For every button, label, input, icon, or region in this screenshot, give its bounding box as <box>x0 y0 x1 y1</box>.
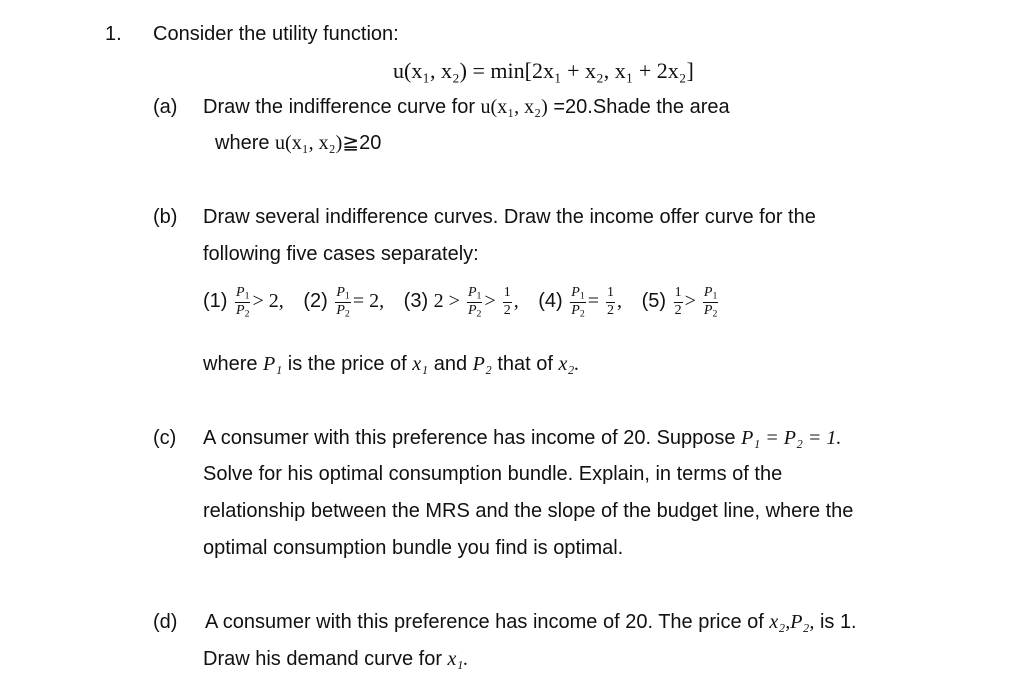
note-text: that of <box>497 353 553 375</box>
fraction: $\frac{P_1}{P_2}$ <box>571 285 585 320</box>
part-a-line2-text: where <box>215 132 270 154</box>
part-a-math: u(x₁, x₂) <box>480 96 548 118</box>
case-1 <box>203 286 284 318</box>
part-a-tail: =20.Shade the area <box>553 96 730 118</box>
note-p2: P₂ <box>472 353 492 375</box>
case-5 <box>642 286 721 318</box>
fraction: $\frac{1}{2}$ <box>503 285 511 318</box>
part-c-text: A consumer with this preference has income of 20. Suppose <box>203 427 736 449</box>
case-4-label: (4) <box>538 289 563 312</box>
part-c-line4: optimal consumption bundle you find is optimal. <box>203 537 624 559</box>
note-text: and <box>433 353 468 375</box>
case-1-expr: $\frac{P_1}{P_2}$ > 2, <box>236 285 284 320</box>
part-b-line1: Draw several indifference curves. Draw the income offer curve for the <box>203 206 816 228</box>
part-d-tail: is 1. <box>819 611 857 633</box>
case-2-expr: $\frac{P_1}{P_2}$ = 2, <box>336 285 385 320</box>
part-a-label: (a) <box>153 96 178 118</box>
case-2-label: (2) <box>303 289 328 312</box>
part-d-line2-math: x₁. <box>447 648 469 670</box>
part-b-note <box>203 354 579 374</box>
note-text: where <box>203 353 258 375</box>
part-c-line2: Solve for his optimal consumption bundle. Explain, in terms of the <box>203 463 783 485</box>
part-c-math: P₁ = P₂ = 1. <box>741 427 842 449</box>
case-2 <box>303 286 384 318</box>
note-p1: P₁ <box>263 353 283 375</box>
case-3-expr: 2 > $\frac{P_1}{P_2}$ > $\frac{1}{2}$ , <box>433 285 519 320</box>
problem-number: 1. <box>105 23 122 45</box>
part-a-line2-tail: ≧20 <box>342 132 382 154</box>
case-4-expr: $\frac{P_1}{P_2}$ = $\frac{1}{2}$ , <box>571 285 623 320</box>
part-c-label: (c) <box>153 427 177 449</box>
fraction: $\frac{P_1}{P_2}$ <box>467 285 482 320</box>
part-b-cases <box>203 286 734 318</box>
utility-function: u(x₁, x₂) = min[2x₁ + x₂, x₁ + 2x₂] <box>393 58 694 83</box>
part-a-line2-math: u(x₁, x₂) <box>275 132 343 154</box>
case-1-label: (1) <box>203 289 228 312</box>
note-text: is the price of <box>287 353 407 375</box>
part-d-line1 <box>205 612 857 632</box>
note-x2: x₂. <box>558 353 580 375</box>
part-c-line3: relationship between the MRS and the slope of the budget line, where the <box>203 500 854 522</box>
fraction: $\frac{P_1}{P_2}$ <box>703 285 718 320</box>
case-5-label: (5) <box>641 289 667 312</box>
case-4 <box>538 286 622 318</box>
fraction: $\frac{1}{2}$ <box>607 285 615 318</box>
part-d-line2-text: Draw his demand curve for <box>203 648 442 670</box>
case-3 <box>404 286 519 318</box>
part-b-line2: following five cases separately: <box>203 243 479 265</box>
note-x1: x₁ <box>412 353 429 375</box>
part-d-text: A consumer with this preference has income of 20. The price of <box>205 611 764 633</box>
part-d-line2 <box>203 649 468 669</box>
part-b-label: (b) <box>153 206 178 228</box>
case-5-expr: $\frac{1}{2}$ > $\frac{P_1}{P_2}$ <box>674 285 718 320</box>
case-3-label: (3) <box>403 289 429 312</box>
problem-intro: Consider the utility function: <box>153 23 399 45</box>
part-d-math: x₂,P₂, <box>769 611 815 633</box>
fraction: $\frac{1}{2}$ <box>674 285 682 318</box>
fraction: $\frac{P_1}{P_2}$ <box>236 285 250 320</box>
part-a-text: Draw the indifference curve for <box>203 96 475 118</box>
fraction: $\frac{P_1}{P_2}$ <box>336 285 350 320</box>
part-a-line1 <box>203 97 730 117</box>
part-a-line2 <box>215 133 381 153</box>
part-d-label: (d) <box>153 611 178 633</box>
part-c-line1 <box>203 428 841 448</box>
